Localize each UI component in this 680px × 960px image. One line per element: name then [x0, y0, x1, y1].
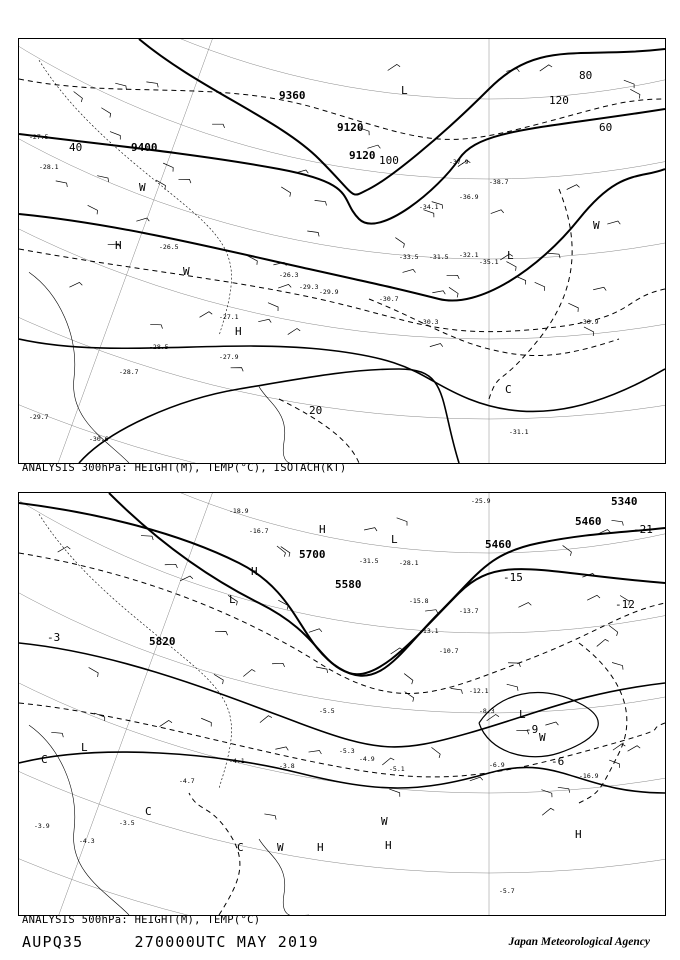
temperature-label: -28.1: [399, 559, 419, 567]
isotherm-label: -15: [503, 571, 523, 584]
wind-barb: [568, 303, 578, 312]
coastline: [259, 387, 309, 463]
isotherm-line: [19, 249, 665, 332]
height-label: 9360: [279, 89, 306, 102]
isotherm-label: -12: [615, 598, 635, 611]
wind-barb: [364, 528, 377, 531]
pressure-center-label: H: [575, 828, 582, 841]
pressure-center-label: C: [237, 841, 244, 854]
wind-barb: [165, 564, 178, 568]
wind-barb: [613, 744, 625, 750]
pressure-center-label: C: [145, 805, 152, 818]
pressure-center-label: H: [317, 841, 324, 854]
chart-300hpa: [18, 38, 666, 464]
temperature-label: -34.1: [419, 203, 439, 211]
height-contour: [19, 339, 665, 411]
valid-time: 270000UTC MAY 2019: [134, 933, 319, 951]
wind-barb: [535, 282, 545, 291]
height-label: 5580: [335, 578, 362, 591]
wind-barb: [212, 124, 224, 128]
temperature-label: -4.3: [79, 837, 95, 845]
wind-barb: [587, 595, 600, 600]
temperature-label: -27.5: [29, 133, 49, 141]
wind-barb: [74, 91, 83, 102]
temperature-label: -31.5: [429, 253, 449, 261]
wind-barb: [278, 284, 291, 288]
wind-barb: [397, 518, 407, 526]
wind-barb: [258, 319, 271, 322]
temperature-label: -25.9: [471, 497, 491, 505]
wind-barb: [425, 610, 438, 614]
pressure-center-label: H: [385, 839, 392, 852]
pressure-center-label: C: [41, 753, 48, 766]
temperature-label: -28.5: [149, 343, 169, 351]
temperature-label: -5.7: [499, 887, 515, 895]
wind-barb: [277, 546, 286, 557]
wind-barb: [395, 238, 404, 248]
wind-barb: [507, 684, 518, 691]
pressure-center-label: W: [277, 841, 284, 854]
coastline: [39, 514, 231, 788]
wind-barb: [97, 176, 108, 182]
wind-barb: [611, 520, 623, 525]
wind-barb: [607, 221, 620, 224]
pressure-center-label: W: [183, 265, 190, 278]
wind-barb: [231, 368, 244, 372]
wind-barb: [567, 185, 580, 190]
wind-barb: [101, 108, 110, 118]
temperature-label: -12.1: [469, 687, 489, 695]
latitude-circle: [19, 493, 665, 633]
wind-barb: [609, 625, 618, 636]
isotach-label: 40: [69, 141, 83, 154]
wind-barb: [403, 269, 416, 272]
isotach-label: 20: [309, 404, 323, 417]
wind-barb: [288, 329, 300, 335]
wind-barb: [56, 181, 68, 187]
wind-barb: [268, 303, 278, 311]
temperature-label: -30.7: [379, 295, 399, 303]
temperature-label: -32.1: [459, 251, 479, 259]
isotach-label: 80: [579, 69, 593, 82]
wind-barb: [215, 632, 228, 636]
meridian-line: [19, 493, 250, 915]
wind-barb: [58, 547, 71, 553]
wind-barb: [146, 82, 158, 87]
temperature-label: -27.1: [219, 313, 239, 321]
temperature-label: -29.3: [299, 283, 319, 291]
temperature-label: -38.7: [489, 178, 509, 186]
temperature-label: -37.9: [449, 158, 469, 166]
wind-barb: [506, 262, 516, 271]
temperature-label: -15.8: [409, 597, 429, 605]
isotherm-label: -21: [633, 523, 653, 536]
temperature-label: -5.1: [389, 765, 405, 773]
height-label: 9120: [349, 149, 376, 162]
chart-500hpa-caption: ANALYSIS 500hPa: HEIGHT(M), TEMP(°C): [22, 914, 261, 926]
chart-500hpa: [18, 492, 666, 916]
wind-barb: [432, 291, 445, 294]
pressure-center-label: L: [229, 593, 236, 606]
latitude-circle: [19, 39, 665, 259]
temperature-label: -3.9: [34, 822, 50, 830]
pressure-center-label: L: [81, 741, 88, 754]
latitude-circle: [19, 39, 665, 179]
temperature-label: -27.9: [219, 353, 239, 361]
temperature-label: -3.5: [119, 819, 135, 827]
isotherm-label: -3: [47, 631, 61, 644]
height-label: 9400: [131, 141, 158, 154]
wind-barb: [160, 720, 172, 726]
pressure-center-label: L: [401, 84, 408, 97]
wind-barb: [281, 547, 290, 557]
wind-barb: [309, 629, 322, 633]
temperature-label: -13.7: [459, 607, 479, 615]
wind-barb: [630, 89, 640, 98]
wind-barb: [200, 312, 213, 318]
wind-barb: [89, 667, 99, 676]
wind-barb: [404, 674, 413, 685]
wind-barb: [388, 64, 400, 70]
temperature-label: -35.1: [479, 258, 499, 266]
temperature-label: -16.9: [579, 772, 599, 780]
wind-barb: [51, 732, 63, 737]
wind-barb: [316, 667, 328, 673]
wind-barb: [545, 722, 558, 725]
temperature-label: -10.7: [439, 647, 459, 655]
temperature-label: -28.1: [39, 163, 59, 171]
chart-300hpa-canvas: [19, 39, 665, 463]
wind-barb: [307, 231, 319, 236]
pressure-center-label: W: [381, 815, 388, 828]
temperature-label: -29.7: [29, 413, 49, 421]
pressure-center-label: H: [115, 239, 122, 252]
wind-barb: [94, 713, 104, 721]
isotach-label: 120: [549, 94, 569, 107]
isotherm-line: [369, 299, 619, 356]
temperature-label: -31.5: [359, 557, 379, 565]
wind-barb: [201, 718, 211, 726]
temperature-label: -16.7: [249, 527, 269, 535]
isotherm-line: [19, 553, 665, 693]
height-label: 5460: [485, 538, 512, 551]
wind-barb: [264, 814, 276, 820]
wind-barb: [612, 663, 623, 670]
isotach-label: 60: [599, 121, 613, 134]
wind-barb: [309, 751, 322, 755]
temperature-label: -30.6: [89, 435, 109, 443]
temperature-label: -26.5: [159, 243, 179, 251]
meridian-line: [19, 39, 39, 351]
wind-barb: [548, 253, 560, 258]
coastline: [259, 839, 309, 915]
latitude-circle: [19, 493, 665, 553]
wind-barb: [315, 200, 327, 205]
wind-barb: [281, 187, 290, 197]
wind-barb: [431, 747, 440, 758]
wind-barb: [110, 132, 120, 140]
latitude-circle: [19, 39, 665, 99]
wind-barb: [491, 210, 504, 214]
latitude-circle: [19, 493, 665, 915]
wind-barb: [540, 65, 552, 71]
height-contour: [139, 39, 665, 195]
pressure-center-label: H: [319, 523, 326, 536]
wind-barb: [136, 218, 149, 221]
wind-barb: [449, 287, 458, 297]
wind-barb: [447, 275, 460, 279]
wind-barb: [430, 344, 443, 347]
wind-barb: [518, 603, 531, 608]
height-label: 5460: [575, 515, 602, 528]
temperature-label: -30.9: [579, 318, 599, 326]
wind-barb: [69, 282, 82, 287]
wind-barb: [487, 715, 499, 721]
wind-barb: [541, 790, 552, 798]
temperature-label: -4.9: [359, 755, 375, 763]
temperature-label: -4.7: [179, 777, 195, 785]
pressure-center-label: L: [391, 533, 398, 546]
temperature-label: -13.1: [419, 627, 439, 635]
temperature-label: -33.5: [399, 253, 419, 261]
height-contour: [19, 643, 665, 747]
wind-barb: [382, 758, 394, 765]
isotherm-line: [189, 793, 240, 915]
temperature-label: -8.3: [479, 707, 495, 715]
pressure-center-label: L: [519, 708, 526, 721]
wind-barb: [260, 716, 272, 723]
coastline: [39, 60, 231, 336]
pressure-center-label: H: [235, 325, 242, 338]
temperature-label: -26.3: [279, 271, 299, 279]
isotherm-label: -6: [551, 755, 565, 768]
isotherm-line: [19, 703, 665, 777]
pressure-center-label: W: [139, 181, 146, 194]
wind-barb: [275, 747, 288, 750]
isotach-line: [489, 189, 572, 399]
wind-barb: [628, 746, 641, 752]
chart-500hpa-canvas: [19, 493, 665, 915]
wind-barb: [272, 663, 285, 667]
height-label: 5820: [149, 635, 176, 648]
pressure-center-label: L: [507, 249, 514, 262]
pressure-center-label: H: [251, 565, 258, 578]
temperature-label: -5.3: [339, 747, 355, 755]
temperature-label: -31.1: [509, 428, 529, 436]
temperature-label: -30.3: [419, 318, 439, 326]
height-label: 5340: [611, 495, 638, 508]
temperature-label: -5.5: [319, 707, 335, 715]
wind-barb: [451, 688, 463, 693]
temperature-label: -4.1: [229, 757, 245, 765]
product-code: AUPQ35: [22, 933, 84, 951]
latitude-circle: [19, 493, 665, 713]
footer-product: [22, 933, 319, 951]
pressure-center-label: C: [505, 383, 512, 396]
wind-barb: [367, 145, 380, 148]
isotherm-label: -9: [525, 723, 539, 736]
wind-barb: [563, 545, 572, 555]
wind-barb: [243, 670, 255, 677]
wind-barb: [542, 808, 554, 815]
pressure-center-label: W: [593, 219, 600, 232]
wind-barb: [295, 170, 308, 173]
temperature-label: -36.9: [459, 193, 479, 201]
wind-barb: [150, 324, 162, 328]
height-label: 5700: [299, 548, 326, 561]
wind-barb: [178, 179, 190, 183]
meridian-line: [19, 39, 250, 463]
height-label: 9120: [337, 121, 364, 134]
temperature-label: -6.9: [489, 761, 505, 769]
wind-barb: [88, 205, 98, 214]
wind-barb: [141, 536, 153, 540]
pressure-center-label: W: [539, 731, 546, 744]
wind-barb: [389, 789, 399, 797]
temperature-label: -18.9: [229, 507, 249, 515]
isotach-label: 100: [379, 154, 399, 167]
wind-barb: [597, 639, 609, 646]
temperature-label: -29.9: [319, 288, 339, 296]
latitude-circle: [19, 493, 665, 873]
chart-300hpa-caption: ANALYSIS 300hPa: HEIGHT(M), TEMP(°C), ISOTACH(KT): [22, 462, 347, 474]
temperature-label: -28.7: [119, 368, 139, 376]
wind-barb: [593, 287, 606, 290]
height-contour: [79, 369, 459, 463]
temperature-label: -3.8: [279, 762, 295, 770]
agency-name: Japan Meteorological Agency: [508, 936, 650, 948]
